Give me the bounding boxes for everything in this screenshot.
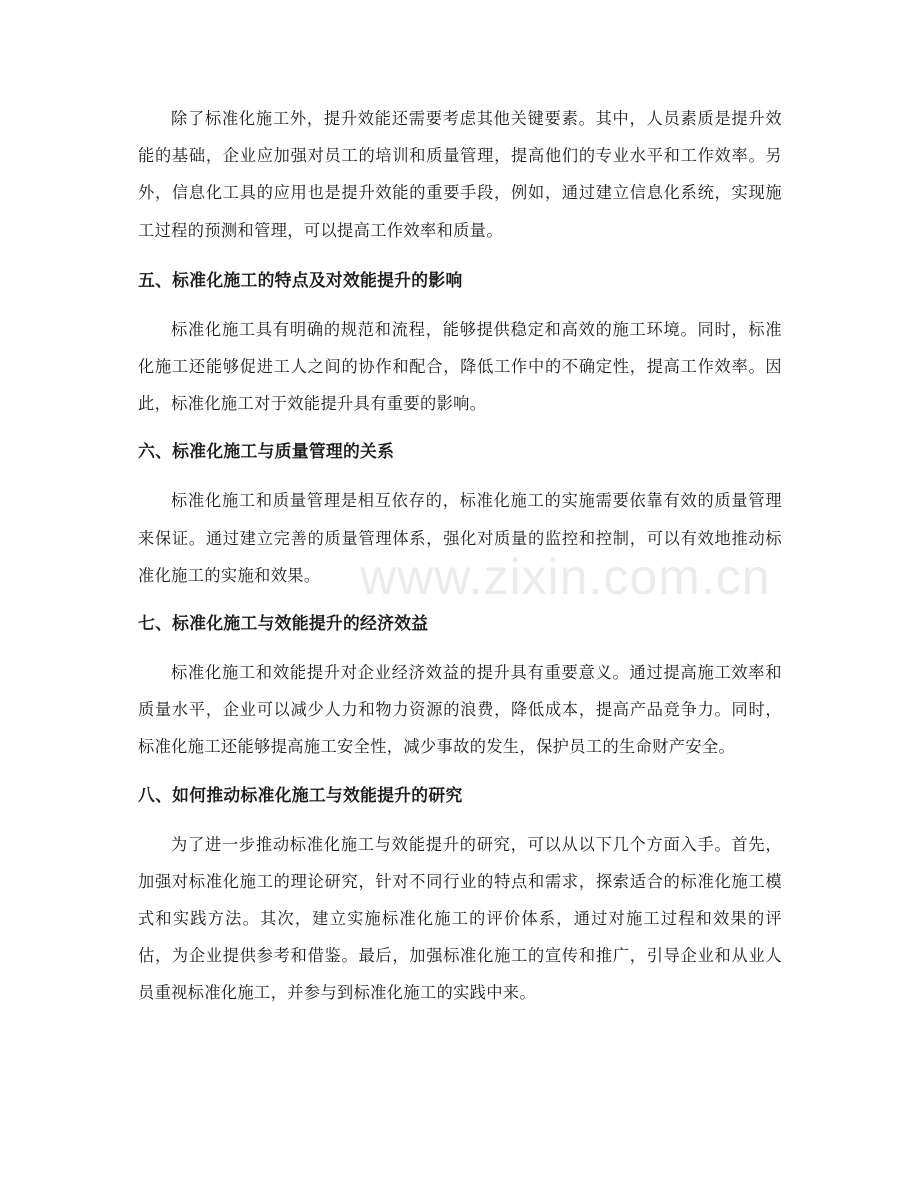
intro-paragraph: 除了标准化施工外，提升效能还需要考虑其他关键要素。其中，人员素质是提升效能的基础，企业应加强对员工的培训和质量管理，提高他们的专业水平和工作效率。另外，信息化工具的应用也是提升效能的重要手段，例如，通过建立信息化系统，实现施工过程的预测和管理，可以提高工作效率和质量。: [138, 109, 782, 240]
document-body: [138, 100, 782, 1028]
section-heading: 八、如何推动标准化施工与效能提升的研究: [138, 784, 463, 805]
watermark: www.zixin.com.cn: [360, 549, 771, 605]
section-7: [138, 610, 782, 766]
section-6: [138, 438, 782, 594]
section-paragraph: 标准化施工和质量管理是相互依存的，标准化施工的实施需要依靠有效的质量管理来保证。通过建立完善的质量管理体系，强化对质量的监控和控制，可以有效地推动标准化施工的实施和效果。: [138, 491, 782, 585]
section-heading: 七、标准化施工与效能提升的经济效益: [138, 613, 429, 634]
section-paragraph: 为了进一步推动标准化施工与效能提升的研究，可以从以下几个方面入手。首先，加强对标准化施工的理论研究，针对不同行业的特点和需求，探索适合的标准化施工模式和实践方法。其次，建立实施标准化施工的评价体系，通过对施工过程和效果的评估，为企业提供参考和借鉴。最后，加强标准化施工的宣传和推广，引导企业和从业人员重视标准化施工，并参与到标准化施工的实践中来。: [138, 834, 782, 1003]
intro-section: [138, 100, 782, 249]
section-paragraph: 标准化施工和效能提升对企业经济效益的提升具有重要意义。通过提高施工效率和质量水平，企业可以减少人力和物力资源的浪费，降低成本，提高产品竞争力。同时，标准化施工还能够提高施工安全性，减少事故的发生，保护员工的生命财产安全。: [138, 663, 782, 757]
section-8: [138, 782, 782, 1012]
section-5: [138, 267, 782, 423]
section-heading: 六、标准化施工与质量管理的关系: [138, 441, 395, 462]
section-paragraph: 标准化施工具有明确的规范和流程，能够提供稳定和高效的施工环境。同时，标准化施工还能够促进工人之间的协作和配合，降低工作中的不确定性，提高工作效率。因此，标准化施工对于效能提升具有重要的影响。: [138, 319, 782, 414]
section-heading: 五、标准化施工的特点及对效能提升的影响: [138, 269, 463, 290]
